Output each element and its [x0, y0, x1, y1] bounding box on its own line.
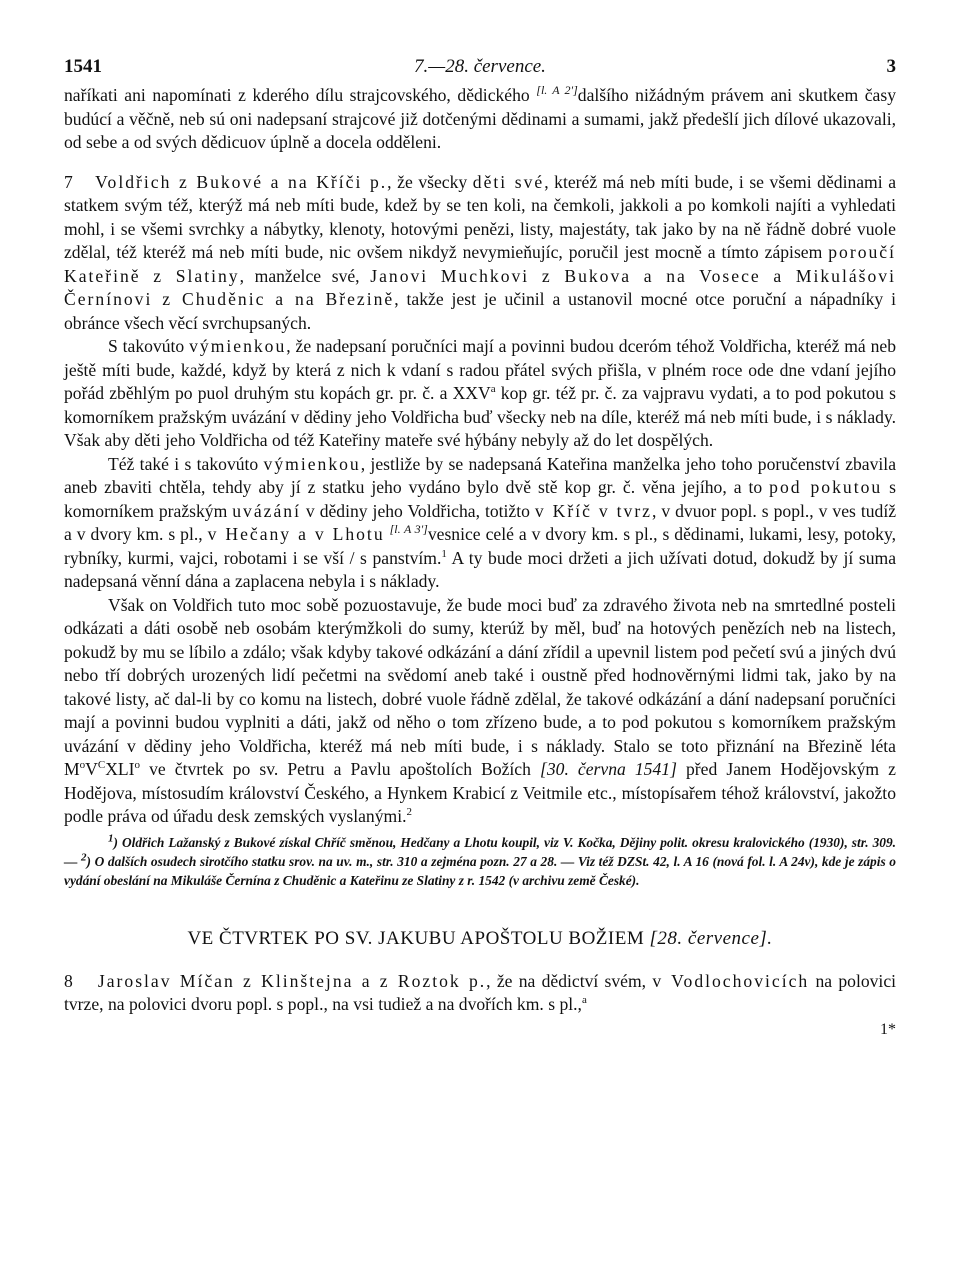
page-header	[64, 56, 896, 84]
entry-8-block	[64, 970, 896, 1017]
paragraph-reservation: Však on Voldřich tuto moc sobě pozuostavuje, že bude moci buď za zdravého života neb na smrtedlné posteli odkázati a dáti osobě neb osobám kterýmžkoli do sumy, kterúž by měl, buď na hotových penězích neb na listech, pokudž by mu se líbilo a zdálo; však kdyby takové odkázání a dání zřídil a upevnil listem pod pečetí svú a jiných dvú nebo tří dobrých urozených lidí pečetmi na svědomí aneb také i oustně před hodnověrnými lidmi tak, jako by na takové listy, ač dal-li by co komu na listech, dobré vuole řádně zdělal, že takové odkázání a dání nadepsaní poručníci mají a povinni budou vyplniti a dáti, jakž od něho o tom zřízeno bude, a to pod pokutou s komorníkem pražským uvázání v dědiny jeho Voldřicha, kteréž má neb míti bude, i s náklady. Stalo se toto přiznání na Březině léta $M^oV^CXLI^o$ ve čtvrtek po sv. Petru a Pavlu apoštolích Božích [30. června 1541] před Janem Hodějovským z Hodějova, místosudím království Českého, a Hynkem Krabicí z Veitmile etc., místopísařem téhož království, jakožto podle práva od úřadu desk zemských vyslanými.$^2$	[64, 594, 896, 826]
paragraph-condition-2: Též také i s takovúto výmienkou, jestliže by se nadepsaná Kateřina manželka jeho toho poručenství zbavila aneb zbaviti chtěla, tehdy aby jí z statku jeho vydáno bylo dvě stě kop gr. č. věna jejího, a to pod pokutou s komorníkem pražským uvázání v dědiny jeho Voldřicha, totižto v Kříč v tvrz, v dvuor popl. s popl., v ves tudíž a v dvory km. s pl., v Hečany a v Lhotu [l. A 3']vesnice celé a v dvory km. s pl., s dědinami, lukami, lesy, potoky, rybníky, kurmi, vajci, robotami i se vší / s panstvím.$^1$ A ty bude moci držeti a jich užívati dotud, dokudž by jí suma nadepsaná věnní dána a zaplacena nebyla i s náklady.	[64, 453, 897, 591]
footnote-ref-1: 1	[441, 547, 447, 560]
footnote-1: ) Oldřich Lažanský z Bukové získal Chříč směnou, Hedčany a Lhotu koupil, viz V. Kočka, Dějiny polit. okresu kralovického (1930), str. 309. —	[64, 834, 896, 869]
header-year: 1541	[64, 56, 102, 77]
paragraph-continuation: naříkati ani napomínati z kderého dílu strajcovského, dědického [l. A 2']dalšího nižádným právem ani skutkem časy budúcí a věčně, neb sú oni nadepsaní strajcové již dotčenými dědinami a sumami, jakž předešlí jich dílové ukazovali, od sebe a od svých dědicuov úplně a docela odděleni.	[64, 83, 896, 152]
document-page	[64, 56, 896, 1039]
header-page-number: 3	[886, 56, 896, 77]
entry-number: 8	[64, 970, 73, 991]
footnote-2: ) O dalších osudech sirotčího statku srov. na uv. m., str. 310 a zejména pozn. 27 a 28. — Viz též DZSt. 42, l. A 16 (nová fol. l. A 24v), kde je zápis o vydání obeslání na Mikuláše Černína z Chuděnic a Kateřinu ze Slatiny z r. 1542 (v archivu země České).	[64, 853, 896, 888]
paragraph-condition-1: S takovúto výmienkou, že nadepsaní poručníci mají a povinni budou dceróm téhož Voldřicha, kteréž má neb ještě míti bude, každé, když by která z nich k vdaní s radou přátel svých přišla, v plném roce ode dne vdaní jejího pořád zběhlým po puol druhým stu kopách gr. pr. č. a XXV$^a$ kop gr. též pr. č. za vajpravu vydati, a to pod pokutou s komorníkem pražským uvázání v dědiny jeho Voldřicha buď všecky neb na díle, kteréž má neb míti bude, i s náklady. Však aby děti jeho Voldřicha od též Kateřiny mateře své hýbány nebyly až do let dospělých.	[64, 336, 896, 450]
header-date: 7.—28. července.	[414, 56, 546, 77]
folio-note: [l. A 3']	[389, 522, 428, 537]
entry-7: 7 Voldřich z Bukové a na Kříči p., že všecky děti své, kteréž má neb míti bude, i se všemi dědinami a statkem svým též, kterýž má neb míti bude, kdež by se ten koli, na čemkoli, jakkoli a po komkoli najíti a vyhledati mohl, i se všemi svrchky a nábytky, klenoty, hotovými penězi, listy, majestáty, tak jako by na ně řádně dobré vuole zdělal, též kteréž má neb míti bude, nic ovšem nikdyž nevymieňujíc, poručil jest mocně a tímto zápisem poroučí Kateřině z Slatiny, manželce své, Janovi Muchkovi z Bukova a na Vosece a Mikulášovi Černínovi z Chuděnic a na Březině, takže jest je učinil a ustanovil mocné otce poruční a nápadníky i obránce všech věcí svrchupsaných.	[64, 171, 897, 333]
entry-number: 7	[64, 171, 73, 192]
footnote-ref-2: 2	[406, 806, 413, 819]
entry-8: 8 Jaroslav Míčan z Klinštejna a z Roztok p., že na dědictví svém, v Vodlochovicích na polovici tvrze, na polovici dvoru popl. s popl., na vsi tudiež a na dvořích km. s pl.,$^a$	[64, 970, 897, 1014]
main-text	[64, 84, 896, 829]
section-title: VE ČTVRTEK PO SV. JAKUBU APOŠTOLU BOŽIEM [28. července].	[187, 927, 773, 949]
footnotes: $^1$) Oldřich Lažanský z Bukové získal Chříč směnou, Hedčany a Lhotu koupil, viz V. Kočka, Dějiny polit. okresu kralovického (1930), str. 309. — $^2$) O dalších osudech sirotčího statku srov. na uv. m., str. 310 a zejména pozn. 27 a 28. — Viz též DZSt. 42, l. A 16 (nová fol. l. A 24v), kde je zápis o vydání obeslání na Mikuláše Černína z Chuděnic a Kateřinu ze Slatiny z r. 1542 (v archivu země České).	[64, 832, 896, 888]
printer-signature: 1*	[880, 1020, 896, 1038]
folio-note: [l. A 2']	[536, 83, 578, 98]
